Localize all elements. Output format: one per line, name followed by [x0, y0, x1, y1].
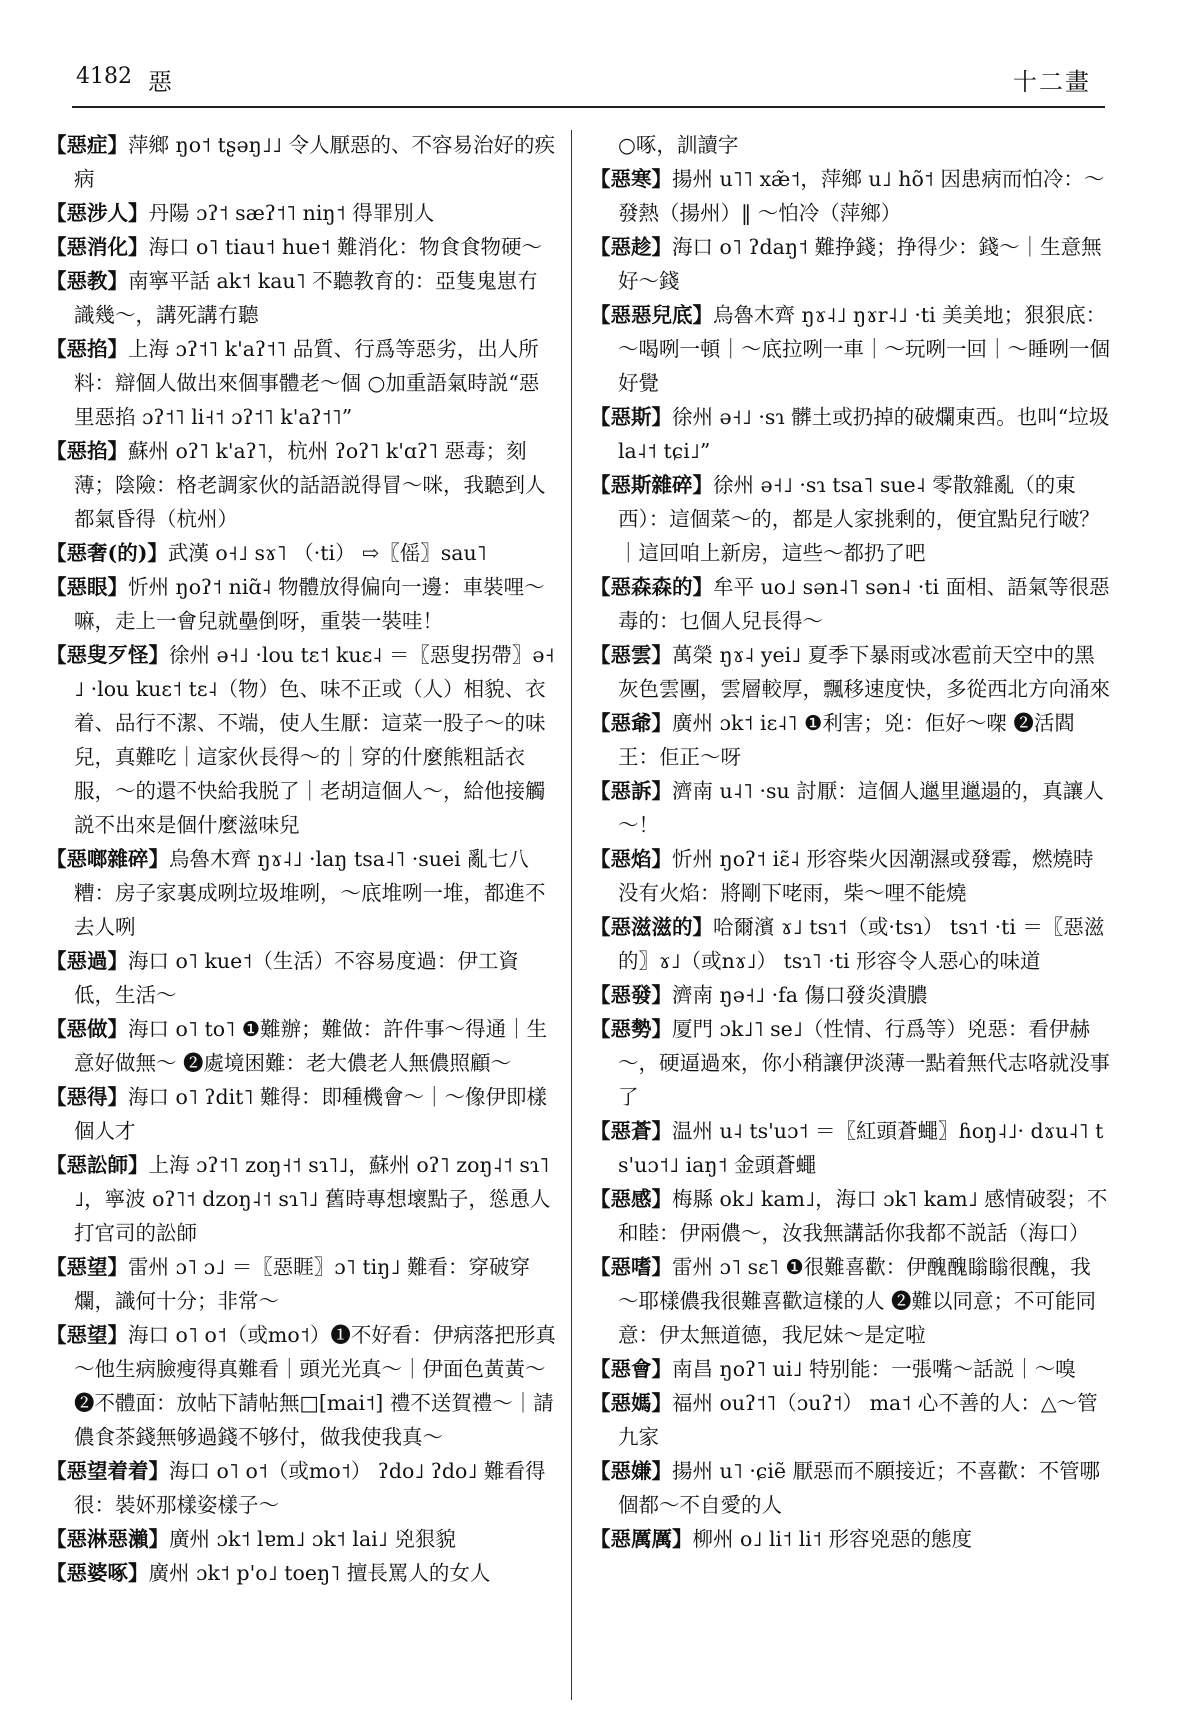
dictionary-entry	[46, 434, 558, 536]
entry-definition: 揚州 u˥˥ xæ̃˦，萍鄉 u˩ hõ˦ 因患病而怕冷：～發熱（揚州）‖ ～怕冷（萍鄉）	[618, 167, 1105, 225]
entry-headword: 【惡訴】	[590, 779, 672, 803]
dictionary-entry	[590, 1250, 1110, 1352]
entry-definition: 福州 ouʔ˦˥（ɔuʔ˦） ma˦ 心不善的人：△～管九家	[618, 1391, 1098, 1449]
dictionary-entry	[46, 1080, 558, 1148]
entry-definition: 揚州 u˥ ·ɕiẽ 厭惡而不願接近；不喜歡：不管哪個都～不自愛的人	[618, 1459, 1101, 1517]
entry-definition: 梅縣 ok˩ kam˩，海口 ɔk˥ kam˩ 感情破裂；不和睦：伊兩儂～，汝我無講話你我都不説話（海口）	[618, 1187, 1108, 1245]
entry-definition: 萍鄉 ŋo˦ tʂəŋ˩˩ 令人厭惡的、不容易治好的疾病	[74, 133, 556, 191]
entry-definition: 柳州 o˩ li˦ li˦ 形容兇惡的態度	[692, 1527, 972, 1551]
entry-definition: 烏魯木齊 ŋɤ˨˩ ŋɤr˨˩ ·ti 美美地；狠狠底：～喝咧一頓｜～底拉咧一車｜～玩咧一回｜～睡咧一個好覺	[618, 303, 1110, 395]
entry-headword: 【惡望着着】	[46, 1459, 169, 1483]
entry-definition: 温州 u˨ ts'uɔ˦ ＝〖紅頭蒼蠅〗ɦoŋ˨˩· dɤu˨˥ ts'uɔ˦˩ iaŋ˦ 金頭蒼蠅	[618, 1119, 1104, 1177]
dictionary-entry	[46, 1318, 558, 1454]
entry-definition: 海口 o˥ tiau˦ hue˦ 難消化：物食食物硬～	[148, 235, 542, 259]
page-number: 4182	[76, 64, 132, 89]
entry-definition: 雷州 ɔ˥ ɔ˩ ＝〖惡睚〗ɔ˥ tiŋ˩ 難看：穿破穿爛，識何十分；非常～	[74, 1255, 530, 1313]
entry-definition: 哈爾濱 ɤ˩ tsɿ˦（或·tsɿ） tsɿ˦ ·ti ＝〖惡滋的〗ɤ˩（或nɤ˩） tsɿ˥ ·ti 形容令人惡心的味道	[618, 915, 1105, 973]
entry-definition: 海口 o˥ to˥ ❶難辦；難做：許件事～得通｜生意好做無～ ❷處境困難：老大儂老人無儂照顧～	[74, 1017, 548, 1075]
entry-headword: 【惡發】	[590, 983, 672, 1007]
dictionary-entry	[590, 1522, 1110, 1556]
entry-headword: 【惡叟歹怪】	[46, 643, 169, 667]
entry-headword: 【惡焰】	[590, 847, 672, 871]
entry-headword: 【惡爺】	[590, 711, 672, 735]
entry-headword: 【惡掐】	[46, 337, 128, 361]
dictionary-entry	[590, 128, 1110, 162]
entry-definition: 徐州 ə˧˩ ·sɿ 髒土或扔掉的破爛東西。也叫“垃圾 la˨˦ tɕi˩”	[618, 405, 1110, 463]
entry-headword: 【惡眼】	[46, 575, 128, 599]
head-character: 惡	[148, 68, 172, 96]
dictionary-entry	[46, 536, 558, 570]
entry-definition: 蘇州 oʔ˥ k'aʔ˥，杭州 ʔoʔ˥ k'ɑʔ˥ 惡毒；刻薄；陰險：格老調家伙的話語説得冒～咪，我聽到人都氣昏得（杭州）	[74, 439, 546, 531]
entry-definition: 海口 o˥ ʔdaŋ˦ 難挣錢；挣得少：錢～｜生意無好～錢	[618, 235, 1102, 293]
entry-definition: 忻州 ŋoʔ˦ iɛ̃˨ 形容柴火因潮濕或發霉，燃燒時没有火焰：將剛下咾雨，柴～哩不能燒	[618, 847, 1094, 905]
entry-definition: ○啄，訓讀字	[618, 133, 739, 157]
dictionary-entry	[46, 570, 558, 638]
dictionary-entry	[590, 298, 1110, 400]
entry-headword: 【惡望】	[46, 1255, 128, 1279]
entry-headword: 【惡斯】	[590, 405, 672, 429]
entry-definition: 厦門 ɔk˩˥ se˩（性情、行爲等）兇惡：看伊赫～，硬逼過來，你小稍讓伊淡薄一點着無代志咯就没事了	[618, 1017, 1110, 1109]
entry-definition: 上海 ɔʔ˦˥ zoŋ˧˦ sɿ˥˩，蘇州 oʔ˥ zoŋ˨˦ sɿ˥˩，寧波 oʔ˥˦ dzoŋ˨˦ sɿ˥˩ 舊時專想壞點子，慫恿人打官司的訟師	[74, 1153, 551, 1245]
dictionary-entry	[46, 196, 558, 230]
entry-definition: 武漢 o˧˩ sɤ˥ （·ti） ⇨〖傜〗sau˥	[167, 541, 487, 565]
dictionary-entry	[590, 842, 1110, 910]
dictionary-entry	[46, 128, 558, 196]
entry-headword: 【惡惡兒底】	[590, 303, 713, 327]
entry-headword: 【惡奢(的)】	[46, 541, 168, 565]
entry-definition: 海口 o˥ o˦（或mo˦） ʔdo˩ ʔdo˩ 難看得很：裝妚那樣姿樣子～	[74, 1459, 546, 1517]
dictionary-entry	[46, 1012, 558, 1080]
dictionary-entry	[590, 400, 1110, 468]
entry-headword: 【惡感】	[590, 1187, 672, 1211]
dictionary-entry	[590, 162, 1110, 230]
page-header	[72, 62, 1105, 108]
entry-definition: 上海 ɔʔ˦˥ k'aʔ˦˥ 品質、行爲等惡劣，出人所料：辯個人做出來個事體老～個 ○加重語氣時説“惡里惡掐 ɔʔ˦˥ li˧˦ ɔʔ˦˥ k'aʔ˦˥”	[74, 337, 540, 429]
entry-headword: 【惡會】	[590, 1357, 672, 1381]
dictionary-entry	[590, 638, 1110, 706]
dictionary-entry	[590, 570, 1110, 638]
dictionary-entry	[46, 264, 558, 332]
entry-headword: 【惡淋惡瀨】	[46, 1527, 169, 1551]
entry-headword: 【惡媽】	[590, 1391, 672, 1415]
entry-definition: 徐州 ə˧˩ ·sɿ tsa˥ sue˨ 零散雜亂（的東西）：這個菜～的，都是人家挑剩的，便宜點兒行啵？｜這回咱上新房，這些～都扔了吧	[618, 473, 1100, 565]
entry-headword: 【惡滋滋的】	[590, 915, 713, 939]
entry-definition: 海口 o˥ ʔdit˥ 難得：即種機會～｜～像伊即樣個人才	[74, 1085, 548, 1143]
entry-definition: 南寧平話 ak˦ kau˥ 不聽教育的：亞隻鬼崽冇識幾～，講死講冇聽	[74, 269, 538, 327]
entry-headword: 【惡斯雜碎】	[590, 473, 713, 497]
entry-headword: 【惡症】	[46, 133, 128, 157]
entry-definition: 忻州 ŋoʔ˦ niɑ̃˨ 物體放得偏向一邊：車裝哩～嘛，走上一會兒就壘倒呀，重裝一裝哇！	[74, 575, 545, 633]
dictionary-entry	[46, 1556, 558, 1590]
entry-headword: 【惡蒼】	[590, 1119, 672, 1143]
dictionary-entry	[590, 774, 1110, 842]
dictionary-entry	[590, 230, 1110, 298]
entry-headword: 【惡得】	[46, 1085, 128, 1109]
entry-definition: 廣州 ɔk˦ p'o˩ toeŋ˥ 擅長罵人的女人	[148, 1561, 491, 1585]
entry-definition: 海口 o˥ o˦（或mo˦）❶不好看：伊病落把形真～他生病臉瘦得真難看｜頭光光真～｜伊面色黃黃～ ❷不體面：放帖下請帖無□[mai˦] 禮不送賀禮～｜請儂食茶錢無够過錢不够付，做我使我真～	[74, 1323, 556, 1449]
entry-headword: 【惡做】	[46, 1017, 128, 1041]
section-title: 十二畫	[1013, 68, 1091, 96]
entry-headword: 【惡雲】	[590, 643, 672, 667]
dictionary-entry	[46, 1250, 558, 1318]
dictionary-entry	[46, 1454, 558, 1522]
entry-headword: 【惡嗜】	[590, 1255, 672, 1279]
dictionary-entry	[590, 1454, 1110, 1522]
entry-headword: 【惡寒】	[590, 167, 672, 191]
entry-headword: 【惡消化】	[46, 235, 149, 259]
entry-headword: 【惡勢】	[590, 1017, 672, 1041]
dictionary-entry	[590, 468, 1110, 570]
dictionary-entry	[590, 1352, 1110, 1386]
entry-definition: 廣州 ɔk˦ lɐm˩ ɔk˦ lai˩ 兇狠貌	[169, 1527, 456, 1551]
entry-headword: 【惡厲厲】	[590, 1527, 693, 1551]
column-divider	[571, 130, 572, 1700]
entry-headword: 【惡婆啄】	[46, 1561, 149, 1585]
dictionary-entry	[46, 1148, 558, 1250]
dictionary-entry	[46, 1522, 558, 1556]
dictionary-entry	[590, 1182, 1110, 1250]
entry-headword: 【惡掐】	[46, 439, 128, 463]
entry-headword: 【惡望】	[46, 1323, 128, 1347]
dictionary-entry	[46, 230, 558, 264]
dictionary-entry	[590, 1012, 1110, 1114]
dictionary-entry	[46, 638, 558, 842]
entry-definition: 濟南 ŋə˧˩ ·fa 傷口發炎潰膿	[672, 983, 928, 1007]
entry-definition: 廣州 ɔk˦ iɛ˨˥ ❶利害；兇：佢好～㗎 ❷活閻王：佢正～呀	[618, 711, 1075, 769]
entry-definition: 萬榮 ŋɤ˨ yei˩ 夏季下暴雨或冰雹前天空中的黑灰色雲團，雲層較厚，飄移速度快，多從西北方向涌來	[618, 643, 1110, 701]
left-column	[46, 128, 558, 1590]
dictionary-entry	[590, 1386, 1110, 1454]
right-column	[590, 128, 1110, 1556]
dictionary-entry	[46, 332, 558, 434]
entry-headword: 【惡趁】	[590, 235, 672, 259]
entry-definition: 徐州 ə˧˩ ·lou tɛ˦ kuɛ˨ ＝〖惡叟拐帶〗ə˧˩ ·lou kuɛ˦ tɛ˨（物）色、味不正或（人）相貌、衣着、品行不潔、不端，使人生厭：這菜一股子～的味兒，真難吃｜這家伙長得～的｜穿的什麼熊粗話衣服，～的還不快給我脱了｜老胡這個人～，給他接觸説不出來是個什麼滋味兒	[74, 643, 555, 837]
entry-headword: 【惡嫌】	[590, 1459, 672, 1483]
entry-headword: 【惡教】	[46, 269, 128, 293]
dictionary-entry	[590, 706, 1110, 774]
dictionary-entry	[46, 842, 558, 944]
entry-definition: 雷州 ɔ˥ sɛ˥ ❶很難喜歡：伊醜醜瞈瞈很醜，我～耶樣儂我很難喜歡這樣的人 ❷難以同意；不可能同意：伊太無道德，我尼妹～是定啦	[618, 1255, 1097, 1347]
entry-definition: 丹陽 ɔʔ˦ sæʔ˦˥ niŋ˦ 得罪別人	[148, 201, 435, 225]
dictionary-entry	[590, 1114, 1110, 1182]
entry-headword: 【惡涉人】	[46, 201, 149, 225]
dictionary-entry	[46, 944, 558, 1012]
entry-headword: 【惡過】	[46, 949, 128, 973]
entry-definition: 牟平 uo˩ sən˨˥ sən˨ ·ti 面相、語氣等很惡毒的：乜個人兒長得～	[618, 575, 1110, 633]
entry-headword: 【惡訟師】	[46, 1153, 149, 1177]
entry-definition: 海口 o˥ kue˦（生活）不容易度過：伊工資低，生活～	[74, 949, 519, 1007]
dictionary-entry	[590, 910, 1110, 978]
dictionary-entry	[590, 978, 1110, 1012]
entry-definition: 烏魯木齊 ŋɤ˨˩ ·laŋ tsa˨˥ ·suei 亂七八糟：房子家裏成咧垃圾堆咧，～底堆咧一堆，都進不去人咧	[74, 847, 546, 939]
entry-headword: 【惡森森的】	[590, 575, 713, 599]
entry-definition: 南昌 ŋoʔ˥ ui˩ 特别能：一張嘴～話説｜～嗅	[672, 1357, 1076, 1381]
entry-definition: 濟南 u˨˥ ·su 討厭：這個人邋里邋遢的，真讓人～！	[618, 779, 1104, 837]
entry-headword: 【惡啷雜碎】	[46, 847, 169, 871]
